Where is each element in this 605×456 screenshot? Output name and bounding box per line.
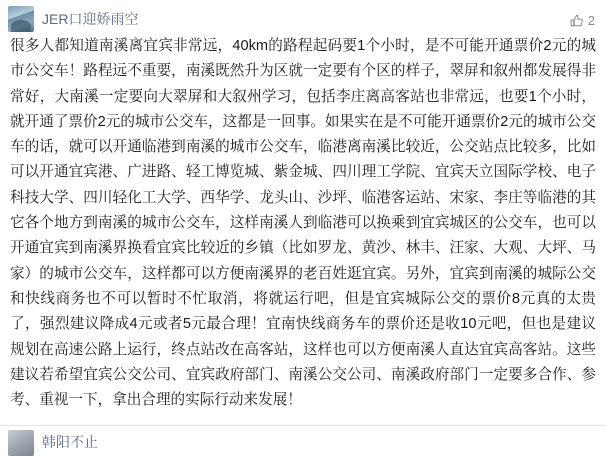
user-avatar-photo[interactable] [8, 430, 34, 456]
like-count: 2 [587, 13, 595, 28]
user-avatar-photo[interactable] [8, 6, 34, 32]
next-comment-row[interactable] [0, 426, 605, 456]
thumbs-up-icon[interactable] [570, 14, 584, 28]
comment-text: 很多人都知道南溪离宜宾非常远，40km的路程起码要1个小时，是不可能开通票价2元的城市公交车！路程远不重要，南溪既然升为区就一定要有个区的样子，翠屏和叙州都发展得非常好，大南溪一定要向大翠屏和大叙州学习，包括李庄离高客站也非常远，也要1个小时，就开通了票价2元的城市公交车，这都是一回事。如果实在是不可能开通票价2元的城市公交车的话，就可以开通临港到南溪的城市公交车，临港离南溪比较近，公交站点比较多，比如可以开通宜宾港、广进路、轻工博览城、紫金城、四川理工学院、宜宾天立国际学校、电子科技大学、四川轻化工大学、西华学、龙头山、沙坪、临港客运站、宋家、李庄等临港的其它各个地方到南溪的城市公交车，这样南溪人到临港可以换乘到宜宾城区的公交车，也可以开通宜宾到南溪界换看宜宾比较近的乡镇（比如罗龙、黄沙、林丰、汪家、大观、大坪、马家）的城市公交车，这样都可以方便南溪界的老百姓逛宜宾。另外，宜宾到南溪的城际公交和快线商务也不可以暂时不忙取消，将就运行吧，但是宜宾城际公交的票价8元真的太贵了，强烈建议降成4元或者5元最合理！宜南快线商务车的票价还是收10元吧，但也是建议规划在高速公路上运行，终点站改在高客站，这样也可以方便南溪人直达宜宾高客站。这些建议若希望宜宾公交公司、宜宾政府部门、南溪公交公司、南溪政府部门一定要多合作、参考、重视一下，拿出合理的实际行动来发展！ [10, 38, 596, 409]
comment-author-name[interactable]: JER口迎娇雨空 [42, 11, 139, 27]
comment-author-name[interactable]: 韩阳不止 [42, 434, 98, 450]
like-button[interactable] [570, 6, 595, 34]
comment-header [0, 0, 605, 34]
